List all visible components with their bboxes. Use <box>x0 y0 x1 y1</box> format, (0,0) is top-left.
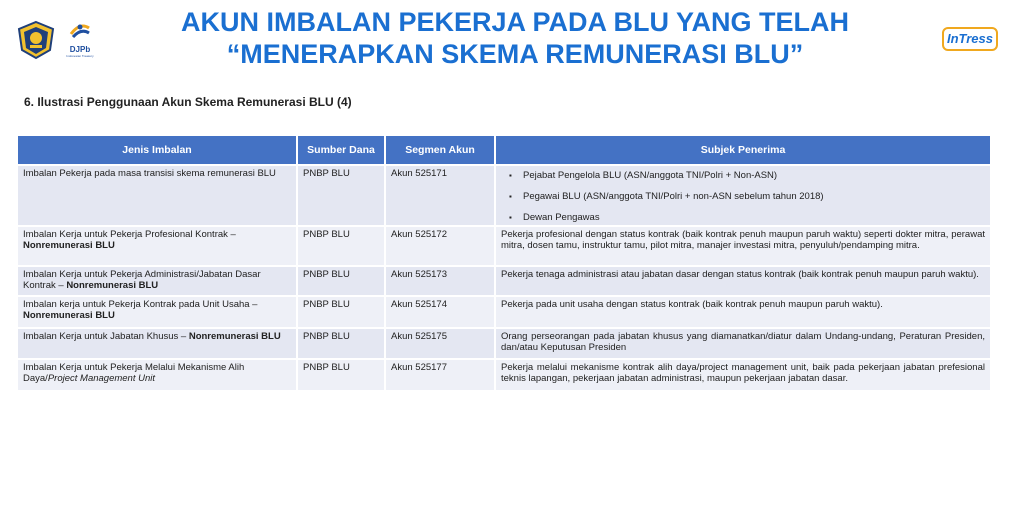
cell-jenis-imbalan <box>18 329 296 360</box>
cell-subjek-penerima: Pekerja pada unit usaha dengan status kontrak (baik kontrak penuh maupun paruh waktu). <box>496 297 990 329</box>
cell-segmen-akun: Akun 525173 <box>386 267 494 297</box>
djpb-logo-icon <box>67 20 93 40</box>
cell-jenis-imbalan <box>18 267 296 297</box>
jenis-bold-text: Nonremunerasi BLU <box>23 240 115 251</box>
cell-jenis-imbalan <box>18 227 296 267</box>
jenis-bold-text: Nonremunerasi BLU <box>188 331 281 342</box>
djpb-logo <box>60 20 100 64</box>
table-row <box>18 267 990 297</box>
column-header-sumber-dana: Sumber Dana <box>298 136 384 166</box>
table-row <box>18 166 990 227</box>
cell-sumber-dana: PNBP BLU <box>298 227 384 267</box>
cell-subjek-penerima: Pekerja tenaga administrasi atau jabatan dasar dengan status kontrak (baik kontrak penuh maupun paruh waktu). <box>496 267 990 297</box>
jenis-text: Imbalan Kerja untuk Jabatan Khusus – <box>23 331 187 342</box>
cell-sumber-dana: PNBP BLU <box>298 267 384 297</box>
cell-sumber-dana: PNBP BLU <box>298 360 384 392</box>
table-row <box>18 227 990 267</box>
jenis-italic-text: Project Management Unit <box>47 373 156 384</box>
page-title <box>130 6 900 70</box>
account-table <box>16 136 992 392</box>
intress-logo: InTress <box>942 27 998 51</box>
cell-jenis-imbalan <box>18 360 296 392</box>
bullet-item: ▪ Pejabat Pengelola BLU (ASN/anggota TNI/Polri + Non-ASN) <box>501 170 985 181</box>
column-header-jenis-imbalan: Jenis Imbalan <box>18 136 296 166</box>
table-row <box>18 360 990 392</box>
page-title-line-1: AKUN IMBALAN PEKERJA PADA BLU YANG TELAH <box>180 7 850 37</box>
jenis-bold-text: Nonremunerasi BLU <box>66 280 159 291</box>
cell-sumber-dana: PNBP BLU <box>298 166 384 227</box>
cell-segmen-akun: Akun 525174 <box>386 297 494 329</box>
section-subtitle: 6. Ilustrasi Penggunaan Akun Skema Remunerasi BLU (4) <box>24 95 352 109</box>
cell-jenis-imbalan <box>18 166 296 227</box>
column-header-segmen-akun: Segmen Akun <box>386 136 494 166</box>
cell-segmen-akun: Akun 525172 <box>386 227 494 267</box>
page-title-line-2: “MENERAPKAN SKEMA REMUNERASI BLU” <box>226 39 804 69</box>
kemenkeu-logo-icon <box>16 20 56 60</box>
djpb-logo-subtext: Indonesian Treasury <box>66 54 94 58</box>
jenis-text: Imbalan Kerja untuk Pekerja Administrasi/Jabatan Dasar Kontrak – <box>23 269 261 291</box>
cell-jenis-imbalan <box>18 297 296 329</box>
jenis-text: Imbalan kerja untuk Pekerja Kontrak pada Unit Usaha – <box>23 299 258 310</box>
table-header-row <box>18 136 990 166</box>
jenis-text: Imbalan Kerja untuk Pekerja Melalui Mekanisme Alih Daya/ <box>23 362 245 384</box>
djpb-logo-text: DJPb <box>69 45 91 54</box>
jenis-bold-text: Nonremunerasi BLU <box>23 310 115 321</box>
slide-header <box>0 0 1024 80</box>
cell-segmen-akun: Akun 525175 <box>386 329 494 360</box>
bullet-item: ▪ Pegawai BLU (ASN/anggota TNI/Polri + non-ASN sebelum tahun 2018) <box>501 191 985 202</box>
column-header-subjek-penerima: Subjek Penerima <box>496 136 990 166</box>
bullet-item: ▪ Dewan Pengawas <box>501 212 985 223</box>
jenis-text: Imbalan Pekerja pada masa transisi skema remunerasi BLU <box>23 168 276 179</box>
cell-sumber-dana: PNBP BLU <box>298 297 384 329</box>
table-row <box>18 329 990 360</box>
table-row <box>18 297 990 329</box>
cell-subjek-penerima: Orang perseorangan pada jabatan khusus yang diamanatkan/diatur dalam Undang-undang, Peraturan Presiden, dan/atau Keputusan Presiden <box>496 329 990 360</box>
cell-subjek-penerima: Pekerja profesional dengan status kontrak (baik kontrak penuh maupun paruh waktu) seperti dokter mitra, perawat mitra, dosen tamu, instruktur tamu, pilot mitra, manajer investasi mitra, penyuluh/pendamping mitra. <box>496 227 990 267</box>
cell-segmen-akun: Akun 525171 <box>386 166 494 227</box>
cell-segmen-akun: Akun 525177 <box>386 360 494 392</box>
jenis-text: Imbalan Kerja untuk Pekerja Profesional Kontrak – <box>23 229 236 240</box>
cell-sumber-dana: PNBP BLU <box>298 329 384 360</box>
cell-subjek-penerima <box>496 166 990 227</box>
cell-subjek-penerima: Pekerja melalui mekanisme kontrak alih daya/project management unit, baik pada pekerjaan jabatan prefesional teknis lapangan, pekerjaan jabatan administrasi, maupun pekerjaan jabatan dasar. <box>496 360 990 392</box>
